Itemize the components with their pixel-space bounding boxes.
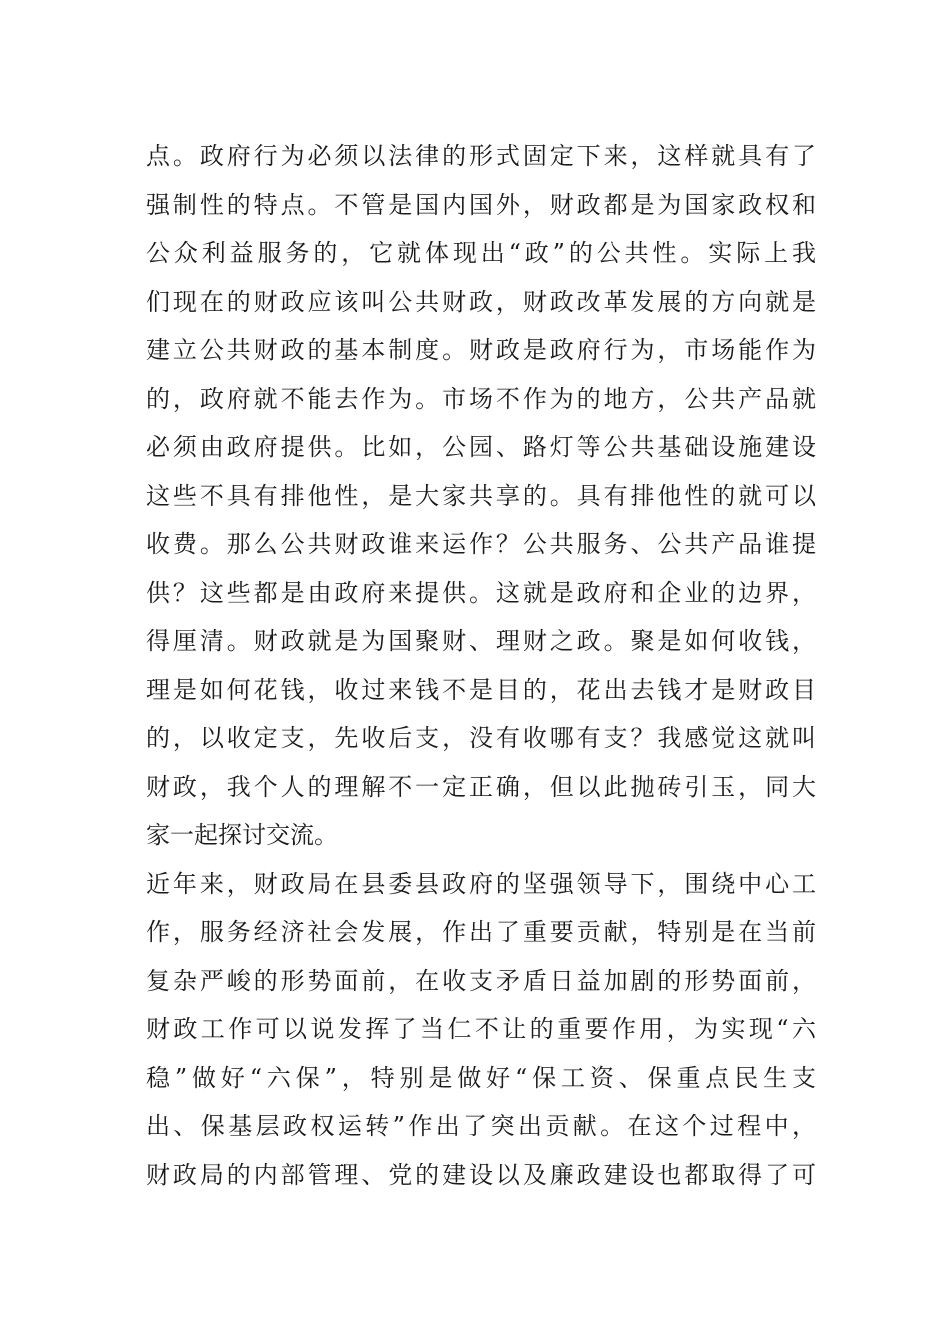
body-text <box>146 132 816 1199</box>
text-line: 建立公共财政的基本制度。财政是政府行为，市场能作为 <box>146 336 816 364</box>
text-line: 作，服务经济社会发展，作出了重要贡献，特别是在当前 <box>146 918 816 946</box>
text-line: 强制性的特点。不管是国内国外，财政都是为国家政权和 <box>146 190 816 219</box>
text-line: 稳”做好“六保”，特别是做好“保工资、保重点民生支 <box>146 1063 816 1092</box>
text-line: 必须由政府提供。比如，公园、路灯等公共基础设施建设 <box>146 433 816 461</box>
text-line: 理是如何花钱，收过来钱不是目的，花出去钱才是财政目 <box>146 675 816 704</box>
text-line: 的，以收定支，先收后支，没有收哪有支？我感觉这就叫 <box>146 724 816 752</box>
text-line: 得厘清。财政就是为国聚财、理财之政。聚是如何收钱， <box>146 627 816 655</box>
text-line: 公众利益服务的，它就体现出“政”的公共性。实际上我 <box>146 239 816 267</box>
text-line: 收费。那么公共财政谁来运作？公共服务、公共产品谁提 <box>146 530 816 558</box>
text-line: 财政局的内部管理、党的建设以及廉政建设也都取得了可 <box>146 1160 816 1189</box>
text-line: 近年来，财政局在县委县政府的坚强领导下，围绕中心工 <box>146 869 816 898</box>
text-line: 们现在的财政应该叫公共财政，财政改革发展的方向就是 <box>146 287 816 316</box>
text-line: 供？这些都是由政府来提供。这就是政府和企业的边界， <box>146 578 816 607</box>
text-line: 的，政府就不能去作为。市场不作为的地方，公共产品就 <box>146 384 816 413</box>
text-line: 家一起探讨交流。 <box>146 821 338 849</box>
text-line: 出、保基层政权运转”作出了突出贡献。在这个过程中， <box>146 1112 816 1140</box>
text-line: 财政，我个人的理解不一定正确，但以此抛砖引玉，同大 <box>146 772 816 801</box>
paragraph-1 <box>146 132 816 860</box>
text-line: 财政工作可以说发挥了当仁不让的重要作用，为实现“六 <box>146 1015 816 1043</box>
text-line: 点。政府行为必须以法律的形式固定下来，这样就具有了 <box>146 142 816 170</box>
paragraph-2 <box>146 860 816 1200</box>
text-line: 这些不具有排他性，是大家共享的。具有排他性的就可以 <box>146 481 816 510</box>
text-line: 复杂严峻的形势面前，在收支矛盾日益加剧的形势面前， <box>146 966 816 995</box>
